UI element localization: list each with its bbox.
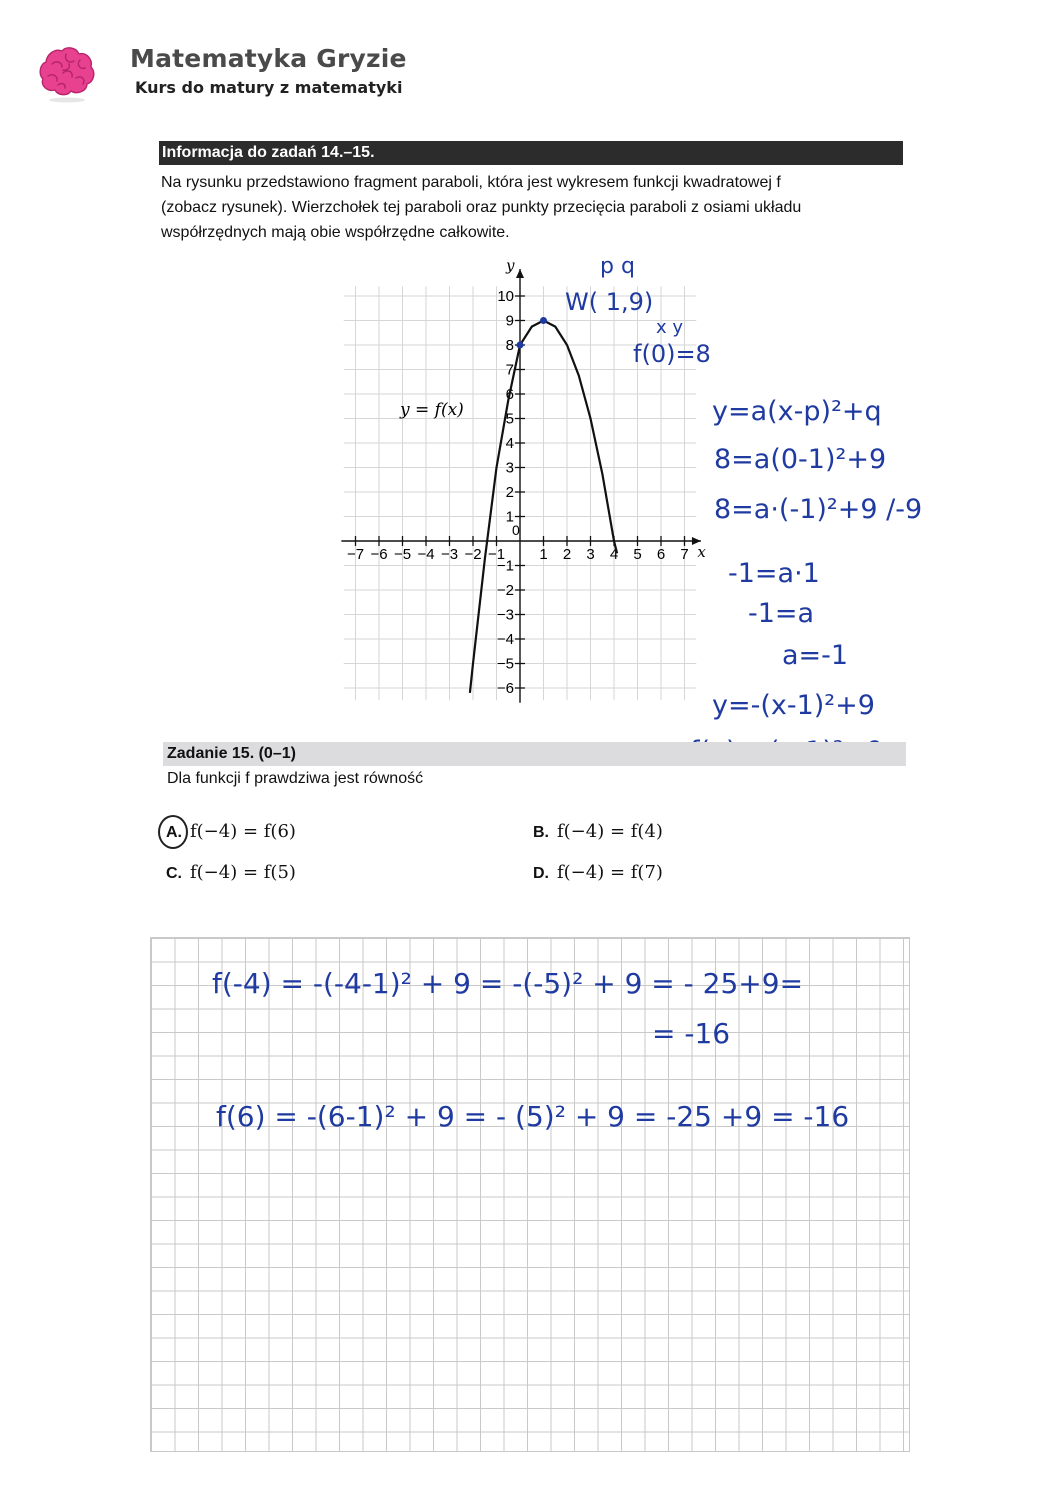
graph-svg [330,255,730,715]
marked-point [517,342,524,349]
option-a[interactable] [166,821,296,842]
x-tick-label: 2 [562,546,572,563]
hw-step6: a=-1 [782,640,849,671]
x-tick-label: −4 [417,546,435,563]
info-text [161,170,901,245]
option-c[interactable] [166,862,296,883]
y-tick-label: 2 [505,484,514,501]
x-tick-label: 3 [586,546,595,563]
y-tick-label: −4 [496,631,514,648]
x-axis-label: x [697,543,706,561]
brand-header [36,40,436,110]
option-expr: f(−4) = f(4) [557,821,663,842]
option-expr: f(−4) = f(6) [190,821,296,842]
option-letter: B. [533,824,549,841]
x-tick-label: −7 [346,546,365,563]
option-letter: C. [166,865,182,882]
x-tick-label: −1 [487,546,506,563]
option-d[interactable] [533,862,663,883]
hw-f0: f(0)=8 [633,340,711,368]
y-tick-label: 6 [505,386,514,403]
hw-calc1a: f(-4) = -(-4-1)² + 9 = -(-5)² + 9 = - 25+9= [212,967,804,1000]
y-tick-label: 5 [505,410,514,428]
y-tick-label: 8 [505,337,514,354]
origin-label: 0 [512,522,520,538]
task-prompt: Dla funkcji f prawdziwa jest równość [167,770,424,787]
option-expr: f(−4) = f(5) [190,862,296,883]
hw-step4: -1=a·1 [728,558,820,589]
x-tick-label: −5 [393,546,412,563]
hw-vertex: W( 1,9) [565,288,654,316]
x-tick-label: −2 [464,546,482,563]
hw-step7: y=-(x-1)²+9 [712,690,875,721]
brain-icon [36,40,98,104]
y-tick-label: 3 [505,459,514,477]
parabola-graph [330,255,730,715]
y-axis-arrow [516,269,524,278]
y-tick-label: 7 [505,361,514,379]
x-tick-label: 5 [633,546,642,563]
y-tick-label: −2 [496,582,514,599]
x-tick-label: −3 [440,546,459,563]
marked-point [540,317,547,324]
info-heading: Informacja do zadań 14.–15. [159,141,903,165]
y-tick-label: −1 [496,557,514,575]
option-b[interactable] [533,821,663,842]
task-heading: Zadanie 15. (0–1) [163,742,906,766]
option-letter: A. [166,824,182,841]
hw-xy: x y [656,317,684,338]
x-tick-label: 6 [656,546,666,563]
y-tick-label: 10 [497,288,514,305]
y-tick-label: −5 [496,655,514,673]
y-tick-label: −3 [496,606,514,624]
info-line: (zobacz rysunek). Wierzchołek tej paraboli oraz punkty przecięcia paraboli z osiami układu [161,199,802,216]
brand-subtitle: Kurs do matury z matematyki [135,78,403,97]
function-label: y = f(x) [400,400,464,420]
info-line: współrzędnych mają obie współrzędne całkowite. [161,224,510,241]
grid-paper [150,937,910,1452]
info-line: Na rysunku przedstawiono fragment paraboli, która jest wykresem funkcji kwadratowej f [161,174,781,191]
y-tick-label: 1 [505,508,514,526]
x-tick-label: −6 [370,546,388,563]
hw-step3: 8=a·(-1)²+9 /-9 [714,494,923,525]
x-tick-label: 4 [609,546,619,563]
hw-calc2: f(6) = -(6-1)² + 9 = - (5)² + 9 = -25 +9 = -16 [216,1100,850,1133]
y-axis-label: y [506,256,515,275]
hw-step5: -1=a [748,598,815,629]
hw-step1: y=a(x-p)²+q [712,396,882,427]
x-tick-label: 1 [539,546,548,563]
hw-pq: p q [600,254,635,279]
hw-calc1b: = -16 [652,1017,731,1050]
brand-title: Matematyka Gryzie [130,44,407,73]
y-tick-label: 9 [505,312,514,330]
x-tick-label: 7 [680,546,689,563]
hw-step2: 8=a(0-1)²+9 [714,444,887,475]
y-tick-label: 4 [505,435,514,452]
y-tick-label: −6 [496,680,514,697]
option-expr: f(−4) = f(7) [557,862,663,883]
option-letter: D. [533,865,549,882]
